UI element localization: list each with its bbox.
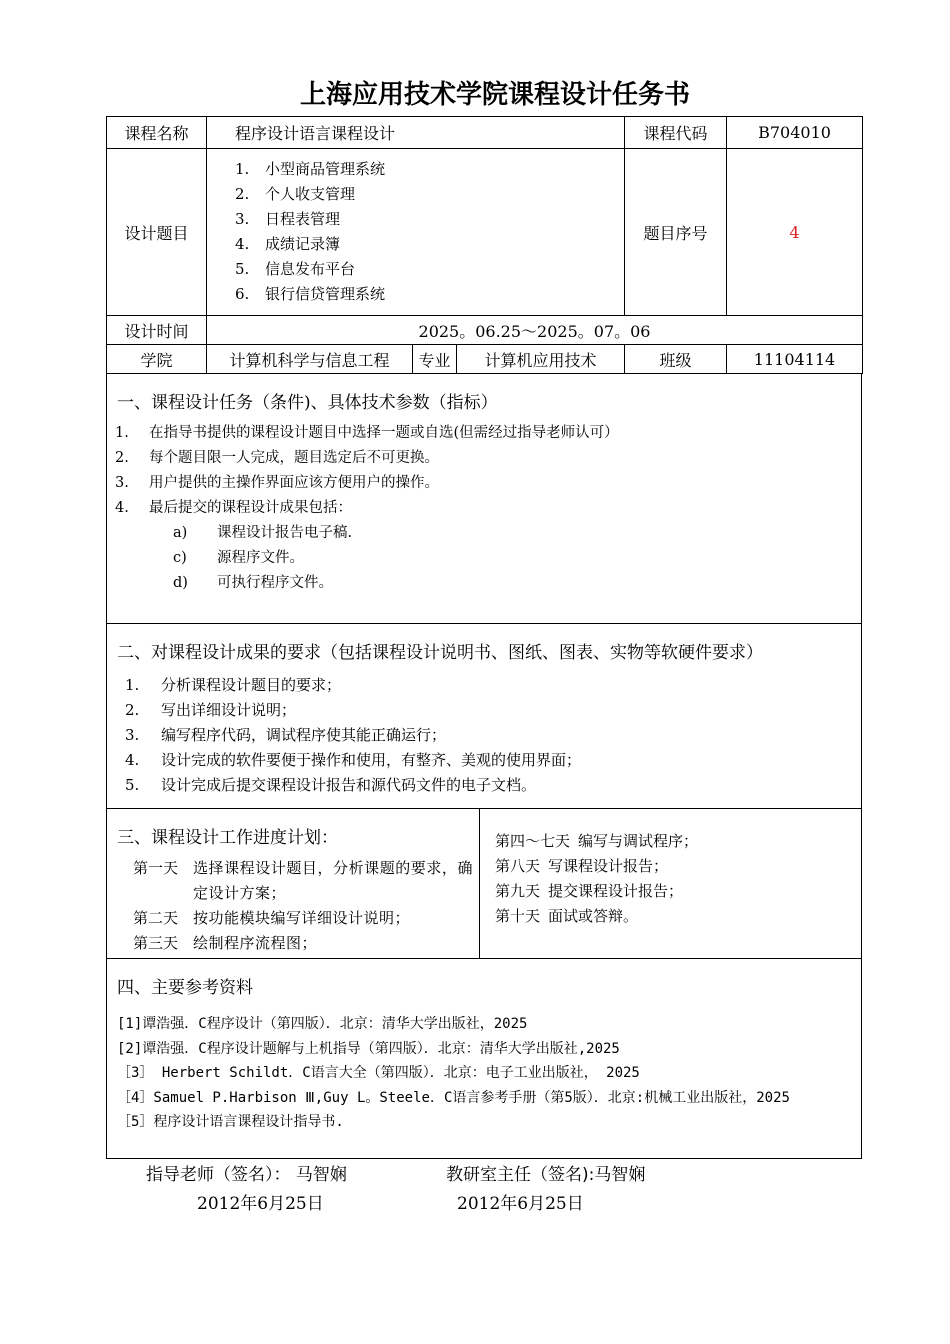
deliverable-item [107,546,861,571]
schedule-item [495,829,698,854]
requirement-item-number: 4. [125,751,140,769]
topic-list [207,149,624,315]
deliverable-item [107,571,861,596]
topic-item-number: 1. [235,160,250,178]
task-item-text: 最后提交的课程设计成果包括： [149,500,352,516]
schedule-right-list [480,809,698,958]
task-item-number: 1. [115,425,129,441]
requirement-item [107,723,861,748]
major-value: 计算机应用技术 [457,345,625,374]
requirement-item [107,698,861,723]
topic-item-number: 4. [235,235,250,253]
schedule-task: 编写与调试程序； [578,832,699,850]
course-name-value: 程序设计语言课程设计 [207,117,625,149]
schedule-left [107,809,480,958]
topic-label: 设计题目 [107,149,207,316]
course-code-label: 课程代码 [625,117,727,149]
course-code-value: B704010 [727,117,863,149]
schedule-item [133,856,473,906]
teacher-signature: 指导老师（签名）： 马智娴 [146,1165,347,1185]
topic-item [235,157,624,182]
section-requirements-list [107,663,861,798]
reference-item: ［4］Samuel P.Harbison Ⅲ,Guy L。Steele．C语言参考手册（第5版）．北京:机械工业出版社，2025 [117,1089,790,1106]
task-form [106,116,862,1159]
deliverable-item-letter: c) [173,550,187,566]
requirement-item-text: 设计完成的软件要便于操作和使用，有整齐、美观的使用界面； [161,751,582,769]
college-label: 学院 [107,345,207,374]
schedule-day: 第八天 [495,857,541,875]
section-schedule-heading: 三、课程设计工作进度计划： [117,828,338,848]
class-label: 班级 [625,345,727,374]
deliverable-item-text: 课程设计报告电子稿. [217,525,353,541]
references-list [107,998,861,1135]
reference-item: ［5］程序设计语言课程设计指导书. [117,1114,344,1130]
task-item-number: 4. [115,500,129,516]
requirement-item-text: 设计完成后提交课程设计报告和源代码文件的电子文档。 [161,776,537,794]
topic-item-number: 5. [235,260,250,278]
course-name-label: 课程名称 [107,117,207,149]
schedule-task: 写课程设计报告； [548,857,669,875]
task-item [107,496,861,521]
deliverable-item-text: 源程序文件。 [217,550,304,566]
topic-item-number: 2. [235,185,250,203]
requirement-item-text: 写出详细设计说明； [161,701,297,719]
requirement-item-text: 分析课程设计题目的要求； [161,676,342,694]
section-tasks-heading: 一、课程设计任务（条件)、具体技术参数（指标） [117,393,498,413]
schedule-day: 第一天 [133,859,179,877]
college-value: 计算机科学与信息工程 [207,345,413,374]
topic-seq-value: 4 [727,149,863,316]
task-item-text: 在指导书提供的课程设计题目中选择一题或自选(但需经过指导老师认可） [149,425,619,441]
section-references [106,959,862,1159]
requirement-item [107,673,861,698]
section-tasks [106,374,862,624]
schedule-task: 按功能模块编写详细设计说明； [193,909,411,927]
topic-item-number: 6. [235,285,250,303]
schedule-task: 选择课程设计题目，分析课题的要求，确定设计方案； [193,859,473,902]
task-item [107,446,861,471]
section-requirements [106,624,862,809]
requirement-item-number: 1. [125,676,140,694]
topic-item [235,282,624,307]
schedule-task: 绘制程序流程图； [193,934,318,952]
task-item-text: 用户提供的主操作界面应该方便用户的操作。 [149,475,439,491]
topic-item-text: 个人收支管理 [265,185,356,203]
topic-seq-label: 题目序号 [625,149,727,316]
deliverable-item [107,521,861,546]
schedule-task: 面试或答辩。 [548,907,639,925]
topic-item-text: 小型商品管理系统 [265,160,386,178]
topic-item-number: 3. [235,210,250,228]
time-label: 设计时间 [107,316,207,345]
topic-item-text: 日程表管理 [265,210,341,228]
topic-item [235,257,624,282]
section-requirements-heading: 二、对课程设计成果的要求（包括课程设计说明书、图纸、图表、实物等软硬件要求） [117,643,763,663]
deliverable-item-letter: a) [173,525,188,541]
reference-item: ［3］ Herbert Schildt．C语言大全（第四版）．北京：电子工业出版社， 2025 [117,1065,640,1081]
schedule-day: 第二天 [133,909,179,927]
director-signature: 教研室主任（签名):马智娴 [446,1165,646,1185]
task-item [107,471,861,496]
schedule-item [133,931,473,956]
topic-item [235,232,624,257]
task-item [107,421,861,446]
schedule-item [495,854,698,879]
schedule-day: 第四～七天 [495,832,571,850]
section-references-heading: 四、主要参考资料 [117,978,253,998]
reference-item: [2]谭浩强．C程序设计题解与上机指导（第四版）．北京：清华大学出版社,2025 [117,1040,620,1057]
topic-item-text: 成绩记录簿 [265,235,341,253]
deliverable-item-letter: d) [173,575,188,591]
requirement-item-text: 编写程序代码，调试程序使其能正确运行； [161,726,447,744]
task-item-number: 3. [115,475,129,491]
topic-item [235,207,624,232]
teacher-date: 2012年6月25日 [197,1194,324,1214]
requirement-item-number: 2. [125,701,140,719]
topic-list-cell [207,149,625,316]
info-table [106,116,863,374]
major-label: 专业 [413,345,457,374]
schedule-day: 第九天 [495,882,541,900]
document-title: 上海应用技术学院课程设计任务书 [299,80,690,110]
topic-item-text: 银行信贷管理系统 [265,285,386,303]
task-item-number: 2. [115,450,129,466]
schedule-task: 提交课程设计报告； [548,882,684,900]
requirement-item [107,773,861,798]
schedule-item [133,906,473,931]
section-tasks-list [107,413,861,596]
schedule-day: 第十天 [495,907,541,925]
schedule-left-list [107,848,479,956]
schedule-item [495,879,698,904]
topic-item [235,182,624,207]
section-schedule [106,809,862,959]
time-value: 2025。06.25～2025。07。06 [207,316,863,345]
schedule-item [495,904,698,929]
requirement-item [107,748,861,773]
deliverable-item-text: 可执行程序文件。 [217,575,333,591]
requirement-item-number: 5. [125,776,140,794]
topic-item-text: 信息发布平台 [265,260,356,278]
requirement-item-number: 3. [125,726,140,744]
class-value: 11104114 [727,345,863,374]
reference-item: [1]谭浩强．C程序设计（第四版）．北京：清华大学出版社，2025 [117,1016,528,1032]
schedule-day: 第三天 [133,934,179,952]
director-date: 2012年6月25日 [457,1194,584,1214]
task-item-text: 每个题目限一人完成，题目选定后不可更换。 [149,450,439,466]
